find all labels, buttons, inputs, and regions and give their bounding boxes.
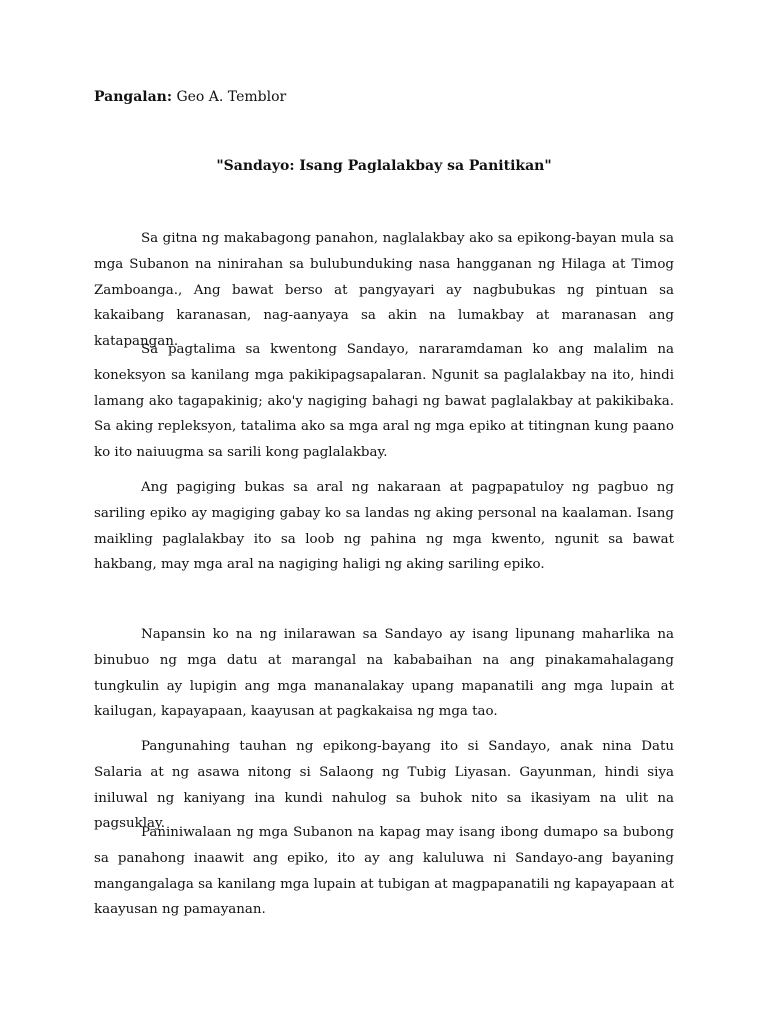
paragraph-4: Napansin ko na ng inilarawan sa Sandayo ay isang lipunang maharlika na binubuo ng mga datu at marangal na kababaihan na ang pinakamahalagang tungkulin ay lupigin ang mga mananalakay upang mapanatili ang mga lupain at kailugan, kapayapaan, kaayusan at pagkakaisa ng mga tao. [94, 627, 674, 720]
paragraph-6: Paniniwalaan ng mga Subanon na kapag may isang ibong dumapo sa bubong sa panahong inaawit ang epiko, ito ay ang kaluluwa ni Sandayo-ang bayaning mangangalaga sa kanilang mga lupain at tubigan at magpapanatili ng kapayapaan at kaayusan ng pamayanan. [94, 825, 674, 918]
paragraph-1: Sa gitna ng makabagong panahon, naglalakbay ako sa epikong-bayan mula sa mga Subanon na ninirahan sa bulubunduking nasa hangganan ng Hilaga at Timog Zamboanga., Ang bawat berso at pangyayari ay nagbubukas ng pintuan sa kakaibang karanasan, nag-aanyaya sa akin na lumakbay at maranasan ang katapangan. [94, 231, 674, 350]
name-value: Geo A. Temblor [176, 89, 287, 105]
name-line [94, 87, 286, 107]
document-title: "Sandayo: Isang Paglalakbay sa Panitikan" [216, 158, 552, 174]
paragraph-3: Ang pagiging bukas sa aral ng nakaraan at pagpapatuloy ng pagbuo ng sariling epiko ay magiging gabay ko sa landas ng aking personal na kaalaman. Isang maikling paglalakbay ito sa loob ng pahina ng mga kwento, ngunit sa bawat hakbang, may mga aral na nagiging haligi ng aking sariling epiko. [94, 480, 674, 573]
name-label: Pangalan: [94, 89, 172, 105]
paragraph-5: Pangunahing tauhan ng epikong-bayang ito si Sandayo, anak nina Datu Salaria at ng asawa nitong si Salaong ng Tubig Liyasan. Gayunman, hindi siya iniluwal ng kaniyang ina kundi nahulog sa buhok nito sa ikasiyam na ulit na pagsuklay. [94, 739, 674, 832]
paragraph-2: Sa pagtalima sa kwentong Sandayo, nararamdaman ko ang malalim na koneksyon sa kanilang mga pakikipagsapalaran. Ngunit sa paglalakbay na ito, hindi lamang ako tagapakinig; ako'y nagiging bahagi ng bawat paglalakbay at pakikibaka. Sa aking repleksyon, tatalima ako sa mga aral ng mga epiko at titingnan kung paano ko ito naiuugma sa sarili kong paglalakbay. [94, 342, 674, 461]
